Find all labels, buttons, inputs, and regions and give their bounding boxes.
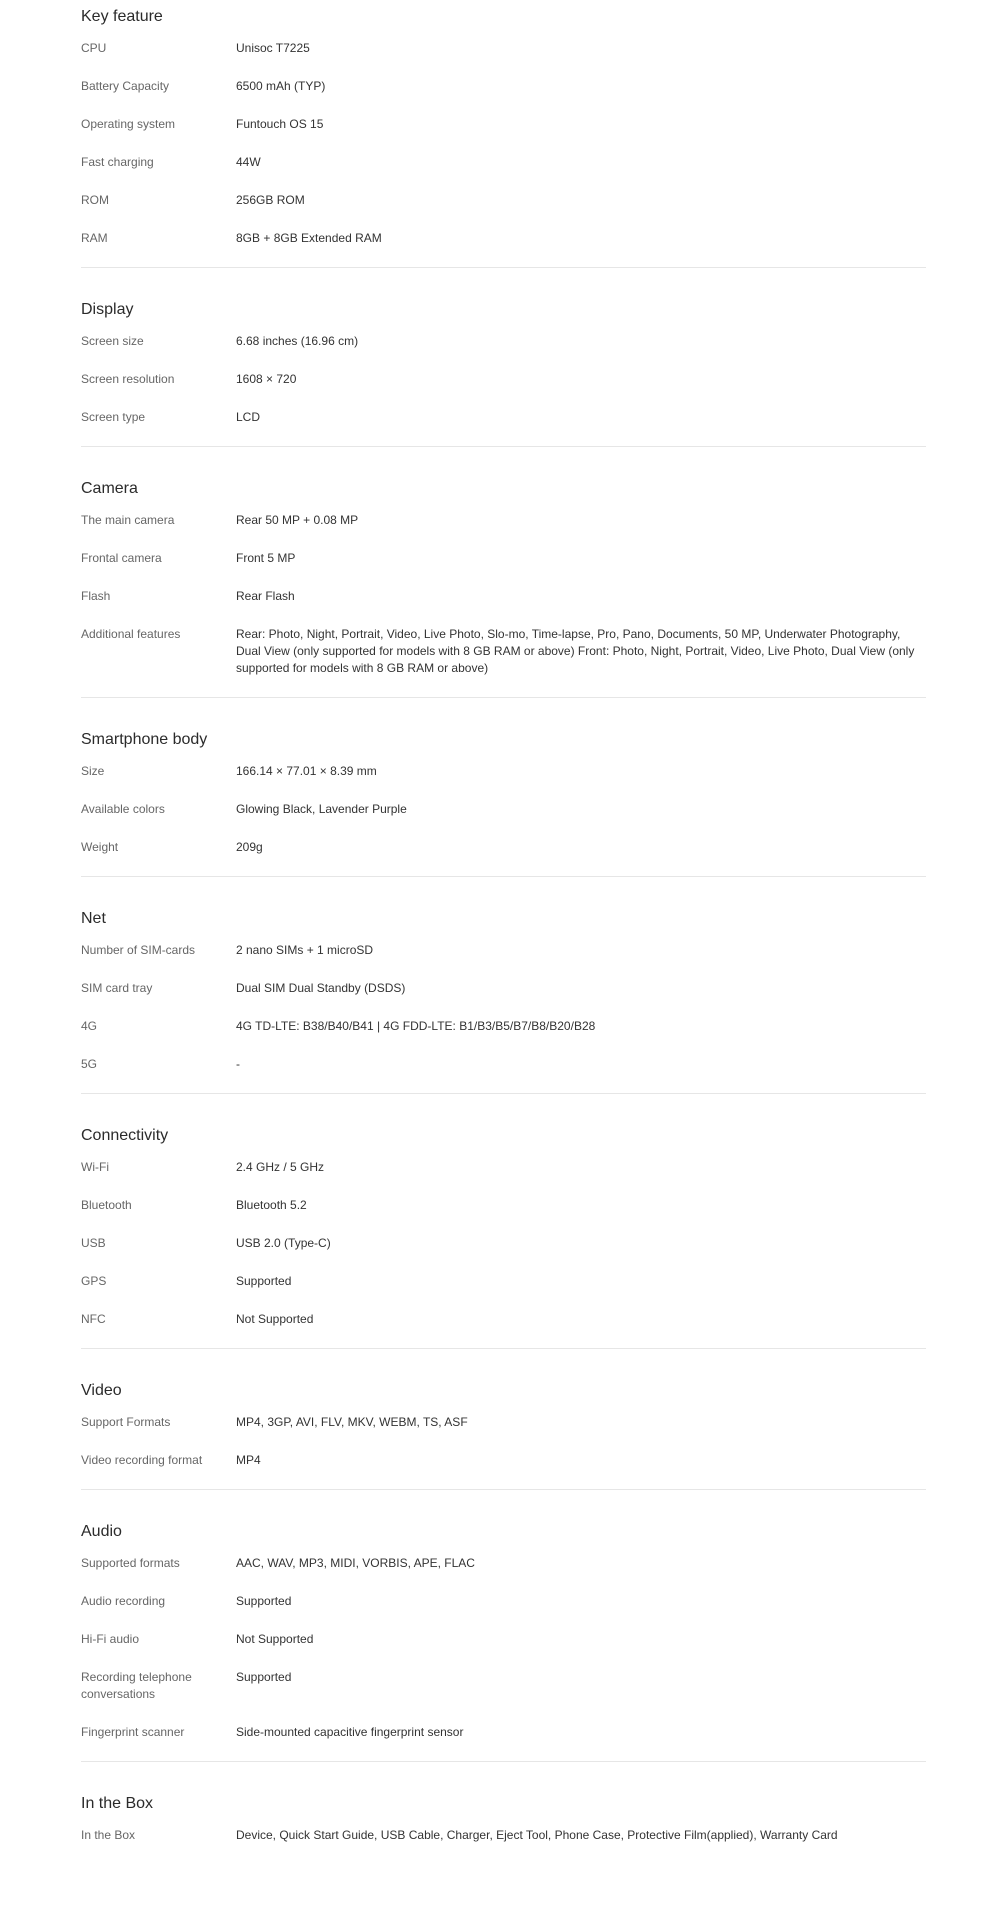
spec-label: Supported formats — [81, 1556, 180, 1570]
spec-value: Front 5 MP — [236, 551, 296, 565]
spec-row — [81, 1555, 926, 1593]
section-title: Display — [81, 301, 134, 318]
spec-row — [81, 512, 926, 550]
spec-section-in-the-box — [81, 1787, 926, 1864]
spec-list — [81, 0, 926, 1864]
spec-value: Not Supported — [236, 1632, 314, 1646]
spec-value: 2 nano SIMs + 1 microSD — [236, 943, 374, 957]
spec-label: The main camera — [81, 513, 175, 527]
spec-label: Screen resolution — [81, 372, 175, 386]
spec-row — [81, 1159, 926, 1197]
spec-label: RAM — [81, 231, 108, 245]
spec-row — [81, 1724, 926, 1741]
spec-value: 6.68 inches (16.96 cm) — [236, 334, 359, 348]
spec-row — [81, 942, 926, 980]
spec-value: LCD — [236, 410, 261, 424]
spec-label: 4G — [81, 1019, 98, 1033]
spec-row — [81, 763, 926, 801]
section-title: Key feature — [81, 8, 163, 25]
spec-row — [81, 78, 926, 116]
spec-value: Supported — [236, 1670, 292, 1684]
spec-value: Side-mounted capacitive fingerprint sensor — [236, 1725, 464, 1739]
spec-label: 5G — [81, 1057, 98, 1071]
spec-label: Flash — [81, 589, 111, 603]
spec-value: 256GB ROM — [236, 193, 305, 207]
spec-row — [81, 801, 926, 839]
spec-value: Device, Quick Start Guide, USB Cable, Charger, Eject Tool, Phone Case, Protective Film(applied), Warranty Card — [236, 1828, 838, 1842]
spec-row — [81, 1311, 926, 1328]
spec-row — [81, 409, 926, 426]
spec-section-smartphone-body — [81, 723, 926, 877]
spec-value: 166.14 × 77.01 × 8.39 mm — [236, 764, 377, 778]
spec-value: 44W — [236, 155, 261, 169]
spec-row — [81, 839, 926, 856]
spec-value: Rear 50 MP + 0.08 MP — [236, 513, 359, 527]
section-title: Camera — [81, 480, 138, 497]
spec-label: Screen size — [81, 334, 144, 348]
spec-row — [81, 230, 926, 247]
spec-value: 6500 mAh (TYP) — [236, 79, 326, 93]
spec-row — [81, 154, 926, 192]
spec-row — [81, 116, 926, 154]
spec-section-net — [81, 902, 926, 1094]
spec-label: Frontal camera — [81, 551, 162, 565]
spec-value: Supported — [236, 1594, 292, 1608]
spec-row — [81, 1273, 926, 1311]
spec-label: NFC — [81, 1312, 106, 1326]
spec-value: Supported — [236, 1274, 292, 1288]
spec-section-key-feature — [81, 0, 926, 268]
spec-label: Video recording format — [81, 1453, 203, 1467]
spec-label: Fast charging — [81, 155, 154, 169]
spec-value: 4G TD-LTE: B38/B40/B41 | 4G FDD-LTE: B1/B3/B5/B7/B8/B20/B28 — [236, 1019, 596, 1033]
spec-value: 2.4 GHz / 5 GHz — [236, 1160, 325, 1174]
spec-row — [81, 550, 926, 588]
spec-row — [81, 1414, 926, 1452]
spec-row — [81, 1669, 926, 1724]
spec-value: USB 2.0 (Type-C) — [236, 1236, 331, 1250]
spec-row — [81, 40, 926, 78]
spec-label: Size — [81, 764, 105, 778]
section-title: Smartphone body — [81, 731, 208, 748]
spec-label: Audio recording — [81, 1594, 166, 1608]
spec-label: SIM card tray — [81, 981, 153, 995]
spec-value: Dual SIM Dual Standby (DSDS) — [236, 981, 406, 995]
spec-row — [81, 1452, 926, 1469]
spec-label: Battery Capacity — [81, 79, 170, 93]
section-title: Audio — [81, 1523, 122, 1540]
spec-value: 8GB + 8GB Extended RAM — [236, 231, 382, 245]
spec-value: Rear Flash — [236, 589, 295, 603]
spec-value: 209g — [236, 840, 263, 854]
spec-label: Available colors — [81, 802, 165, 816]
spec-label: In the Box — [81, 1828, 136, 1842]
spec-label: Weight — [81, 840, 119, 854]
spec-section-display — [81, 293, 926, 447]
spec-section-video — [81, 1374, 926, 1490]
spec-value: Glowing Black, Lavender Purple — [236, 802, 407, 816]
spec-value: MP4, 3GP, AVI, FLV, MKV, WEBM, TS, ASF — [236, 1415, 468, 1429]
spec-row — [81, 1056, 926, 1073]
spec-label: Fingerprint scanner — [81, 1725, 185, 1739]
spec-label: Number of SIM-cards — [81, 943, 196, 957]
spec-label: Wi-Fi — [81, 1160, 109, 1174]
spec-label: Bluetooth — [81, 1198, 132, 1212]
spec-value: Rear: Photo, Night, Portrait, Video, Live Photo, Slo-mo, Time-lapse, Pro, Pano, Documents, 50 MP, Underwater Photography, Dual View (only supported for models with 8 GB RAM or above) Front: Photo, Night, Portrait, Video, Live Photo, Dual View (only supported for models with 8 GB RAM or above) — [236, 627, 915, 675]
spec-label: GPS — [81, 1274, 107, 1288]
spec-row — [81, 333, 926, 371]
spec-row — [81, 1018, 926, 1056]
spec-label: USB — [81, 1236, 106, 1250]
spec-row — [81, 1827, 926, 1844]
spec-row — [81, 1593, 926, 1631]
spec-label: Recording telephone conversations — [81, 1670, 192, 1701]
spec-label: Screen type — [81, 410, 146, 424]
spec-value: Funtouch OS 15 — [236, 117, 324, 131]
spec-row — [81, 588, 926, 626]
spec-section-connectivity — [81, 1119, 926, 1349]
spec-value: AAC, WAV, MP3, MIDI, VORBIS, APE, FLAC — [236, 1556, 475, 1570]
section-title: Connectivity — [81, 1127, 169, 1144]
spec-row — [81, 371, 926, 409]
section-title: Net — [81, 910, 106, 927]
spec-value: Unisoc T7225 — [236, 41, 310, 55]
spec-value: 1608 × 720 — [236, 372, 297, 386]
spec-value: MP4 — [236, 1453, 261, 1467]
spec-label: Additional features — [81, 627, 181, 641]
spec-row — [81, 1197, 926, 1235]
spec-label: Support Formats — [81, 1415, 171, 1429]
spec-value: Bluetooth 5.2 — [236, 1198, 307, 1212]
spec-row — [81, 980, 926, 1018]
spec-row — [81, 1631, 926, 1669]
spec-section-camera — [81, 472, 926, 698]
spec-label: Hi-Fi audio — [81, 1632, 140, 1646]
spec-label: Operating system — [81, 117, 176, 131]
spec-label: CPU — [81, 41, 107, 55]
spec-value: - — [236, 1057, 240, 1071]
spec-row — [81, 626, 926, 677]
spec-value: Not Supported — [236, 1312, 314, 1326]
spec-row — [81, 1235, 926, 1273]
section-title: In the Box — [81, 1795, 154, 1812]
spec-label: ROM — [81, 193, 109, 207]
spec-row — [81, 192, 926, 230]
spec-section-audio — [81, 1515, 926, 1762]
section-title: Video — [81, 1382, 122, 1399]
